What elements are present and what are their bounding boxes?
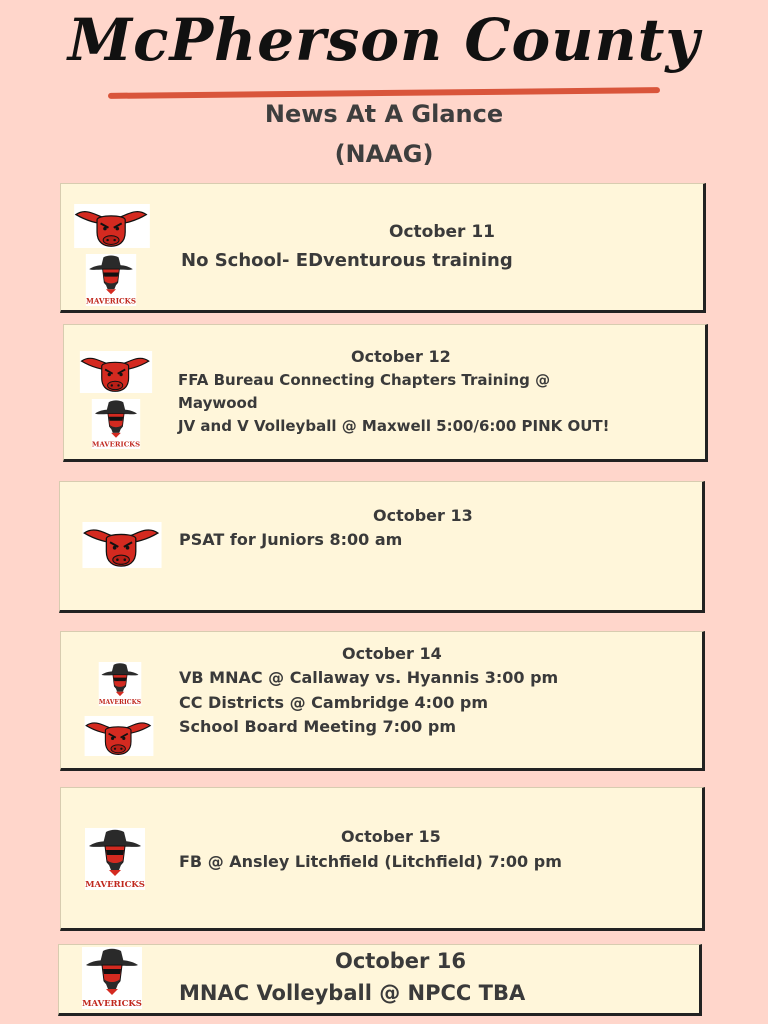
event-card bbox=[58, 944, 702, 1016]
title-underline bbox=[108, 87, 660, 99]
bull-logo-icon bbox=[79, 716, 159, 756]
event-line: MNAC Volleyball @ NPCC TBA bbox=[179, 981, 526, 1005]
event-line: FB @ Ansley Litchfield (Litchfield) 7:00 pm bbox=[179, 852, 562, 871]
svg-text:MAVERICKS: MAVERICKS bbox=[85, 296, 137, 306]
event-line: CC Districts @ Cambridge 4:00 pm bbox=[179, 693, 489, 712]
event-date: October 14 bbox=[342, 644, 442, 663]
event-card bbox=[60, 183, 706, 313]
event-date: October 11 bbox=[389, 222, 495, 242]
event-date: October 16 bbox=[335, 949, 466, 973]
event-line: JV and V Volleyball @ Maxwell 5:00/6:00 PINK OUT! bbox=[178, 417, 610, 435]
event-card bbox=[60, 631, 705, 771]
page-title: McPherson County bbox=[67, 6, 701, 74]
mavericks-logo-icon bbox=[79, 947, 145, 1009]
mavericks-logo-icon bbox=[88, 399, 144, 449]
svg-text:MAVERICKS: MAVERICKS bbox=[82, 999, 142, 1009]
event-card bbox=[63, 324, 708, 462]
bull-logo-icon bbox=[76, 351, 156, 393]
event-date: October 12 bbox=[351, 347, 451, 366]
mavericks-logo-icon bbox=[83, 254, 139, 306]
event-date: October 13 bbox=[373, 506, 473, 525]
event-line: No School- EDventurous training bbox=[181, 250, 513, 271]
mavericks-logo-icon bbox=[81, 828, 149, 890]
event-line: FFA Bureau Connecting Chapters Training @ bbox=[178, 371, 551, 389]
page-subtitle-abbrev: (NAAG) bbox=[334, 140, 434, 168]
event-line: VB MNAC @ Callaway vs. Hyannis 3:00 pm bbox=[179, 668, 559, 687]
mavericks-logo-icon bbox=[95, 662, 145, 706]
svg-text:MAVERICKS: MAVERICKS bbox=[98, 698, 142, 706]
event-line: School Board Meeting 7:00 pm bbox=[179, 717, 456, 736]
event-line: Maywood bbox=[178, 394, 258, 412]
svg-text:MAVERICKS: MAVERICKS bbox=[91, 440, 141, 449]
event-line: PSAT for Juniors 8:00 am bbox=[179, 530, 403, 549]
event-date: October 15 bbox=[341, 827, 441, 846]
event-card bbox=[59, 481, 705, 613]
bull-logo-icon bbox=[76, 522, 168, 568]
bull-logo-icon bbox=[69, 204, 155, 248]
page-subtitle: News At A Glance bbox=[264, 100, 504, 128]
svg-text:MAVERICKS: MAVERICKS bbox=[85, 880, 145, 890]
event-card bbox=[60, 787, 705, 931]
